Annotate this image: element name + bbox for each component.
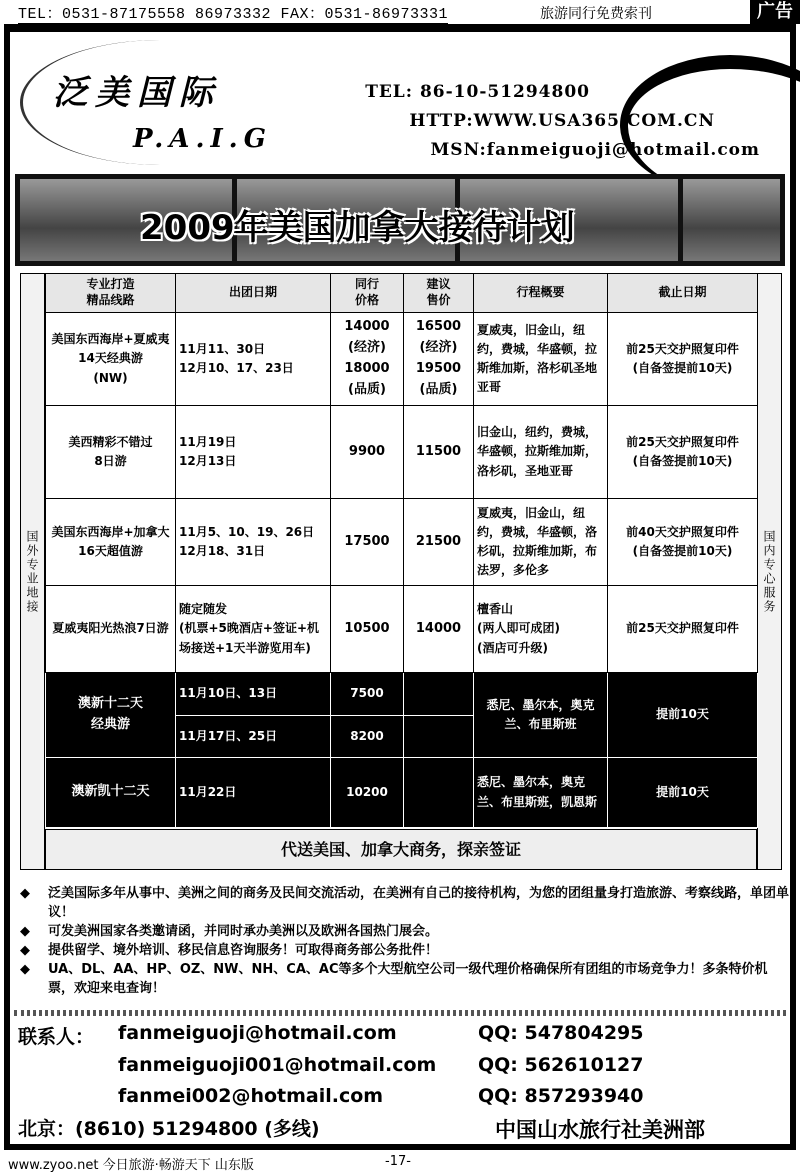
route-cell: 澳新十二天 经典游	[46, 673, 176, 758]
bullet-text: UA、DL、AA、HP、OZ、NW、NH、CA、AC等多个大型航空公司一级代理价格确保所有团组的市场竞争力！多条特价机票，欢迎来电查询！	[48, 962, 768, 996]
summary-cell: 夏威夷，旧金山，纽约，费城，华盛顿，拉斯维加斯，洛杉矶圣地亚哥	[474, 313, 608, 406]
dates-cell: 11月11、30日 12月10、17、23日	[176, 313, 331, 406]
diamond-icon: ◆	[20, 886, 30, 901]
route-cell: 美国东西海岸+加拿大 16天超值游	[46, 499, 176, 586]
top-bar	[0, 0, 800, 24]
table-row	[46, 586, 758, 673]
logo-en: P.A.I.G	[133, 124, 272, 154]
bullet-text: 可发美洲国家各类邀请函，并同时承办美洲以及欧洲各国热门展会。	[48, 924, 439, 939]
header-tel: TEL：0531-87175558 86973332 FAX：0531-86973331	[18, 2, 448, 25]
peer-price-cell: 9900	[331, 406, 404, 499]
deadline-cell: 前40天交护照复印件 (自备签提前10天)	[608, 499, 758, 586]
route-cell: 夏威夷阳光热浪7日游	[46, 586, 176, 673]
retail-price-cell	[404, 673, 474, 716]
summary-cell: 悉尼、墨尔本，奥克兰、布里斯班	[474, 673, 608, 758]
col-header: 截止日期	[608, 274, 758, 313]
table-row-dark	[46, 758, 758, 828]
route-cell: 美西精彩不错过 8日游	[46, 406, 176, 499]
tour-table	[45, 273, 758, 828]
col-header: 行程概要	[474, 274, 608, 313]
summary-cell: 悉尼、墨尔本，奥克兰、布里斯班，凯恩斯	[474, 758, 608, 828]
col-header: 专业打造 精品线路	[46, 274, 176, 313]
dates-cell: 11月19日 12月13日	[176, 406, 331, 499]
retail-price-cell: 11500	[404, 406, 474, 499]
logo-cn: 泛美国际	[53, 73, 221, 113]
table-row	[46, 406, 758, 499]
footer-site: www.zyoo.net 今日旅游·畅游天下 山东版	[8, 1158, 254, 1173]
diamond-icon: ◆	[20, 943, 30, 958]
contact-label: 联系人：	[18, 1026, 95, 1048]
peer-price-cell: 14000 (经济) 18000 (品质)	[331, 313, 404, 406]
logo	[20, 40, 300, 165]
deadline-cell: 提前10天	[608, 758, 758, 828]
peer-price-cell: 7500	[331, 673, 404, 716]
bullet-item	[20, 941, 790, 960]
dates-cell: 11月10日、13日	[176, 673, 331, 716]
table-row-dark	[46, 673, 758, 716]
email-3: fanmei002@hotmail.com	[118, 1085, 384, 1107]
dotted-divider	[14, 1010, 786, 1016]
beijing-phone: 北京：(8610) 51294800 (多线)	[18, 1118, 320, 1140]
deadline-cell: 提前10天	[608, 673, 758, 758]
qq-1: QQ: 547804295	[478, 1022, 644, 1044]
side-right: 国内专心服务	[757, 273, 782, 870]
route-cell: 澳新凯十二天	[46, 758, 176, 828]
bullet-item	[20, 884, 790, 922]
qq-2: QQ: 562610127	[478, 1054, 644, 1076]
dates-cell: 11月17日、25日	[176, 716, 331, 758]
email-2: fanmeiguoji001@hotmail.com	[118, 1054, 437, 1076]
peer-price-cell: 10200	[331, 758, 404, 828]
bullet-text: 泛美国际多年从事中、美洲之间的商务及民间交流活动，在美洲有自己的接待机构，为您的团组量身打造旅游、考察线路，单团单议！	[48, 886, 790, 920]
bullet-text: 提供留学、境外培训、移民信息咨询服务！可取得商务部公务批件！	[48, 943, 439, 958]
summary-cell: 夏威夷，旧金山，纽约，费城，华盛顿，洛杉矶，拉斯维加斯，布法罗，多伦多	[474, 499, 608, 586]
route-cell: 美国东西海岸+夏威夷 14天经典游 (NW)	[46, 313, 176, 406]
qq-3: QQ: 857293940	[478, 1085, 644, 1107]
retail-price-cell	[404, 716, 474, 758]
summary-cell: 旧金山，纽约，费城，华盛顿，拉斯维加斯，洛杉矶，圣地亚哥	[474, 406, 608, 499]
dates-cell: 11月22日	[176, 758, 331, 828]
peer-price-cell: 8200	[331, 716, 404, 758]
deadline-cell: 前25天交护照复印件	[608, 586, 758, 673]
deadline-cell: 前25天交护照复印件 (自备签提前10天)	[608, 406, 758, 499]
peer-price-cell: 10500	[331, 586, 404, 673]
visa-banner: 代送美国、加拿大商务，探亲签证	[45, 829, 757, 870]
diamond-icon: ◆	[20, 924, 30, 939]
top-msn: MSN:fanmeiguoji@hotmail.com	[430, 140, 760, 160]
retail-price-cell: 21500	[404, 499, 474, 586]
col-header: 出团日期	[176, 274, 331, 313]
table-row	[46, 499, 758, 586]
side-left: 国外专业地接	[20, 273, 45, 870]
retail-price-cell: 16500 (经济) 19500 (品质)	[404, 313, 474, 406]
ad-badge: 广告	[750, 0, 800, 24]
page-title: 2009年美国加拿大接待计划	[140, 208, 575, 248]
summary-cell: 檀香山 (两人即可成团) (酒店可升级)	[474, 586, 608, 673]
email-1: fanmeiguoji@hotmail.com	[118, 1022, 397, 1044]
bullet-item	[20, 960, 790, 998]
peer-price-cell: 17500	[331, 499, 404, 586]
bullet-list	[20, 884, 790, 998]
bullet-item	[20, 922, 790, 941]
footer	[0, 1152, 800, 1172]
company-name: 中国山水旅行社美洲部	[495, 1118, 705, 1142]
col-header: 同行 价格	[331, 274, 404, 313]
page-number: -17-	[385, 1154, 411, 1169]
retail-price-cell	[404, 758, 474, 828]
dates-cell: 随定随发 (机票+5晚酒店+签证+机场接送+1天半游览用车)	[176, 586, 331, 673]
top-tel: TEL: 86-10-51294800	[365, 82, 590, 102]
retail-price-cell: 14000	[404, 586, 474, 673]
deadline-cell: 前25天交护照复印件 (自备签提前10天)	[608, 313, 758, 406]
diamond-icon: ◆	[20, 962, 30, 977]
dates-cell: 11月5、10、19、26日 12月18、31日	[176, 499, 331, 586]
col-header: 建议 售价	[404, 274, 474, 313]
statue-photo	[683, 179, 780, 261]
top-url: HTTP:WWW.USA365.COM.CN	[409, 111, 715, 131]
table-row	[46, 313, 758, 406]
header-free: 旅游同行免费索刊	[540, 6, 652, 22]
